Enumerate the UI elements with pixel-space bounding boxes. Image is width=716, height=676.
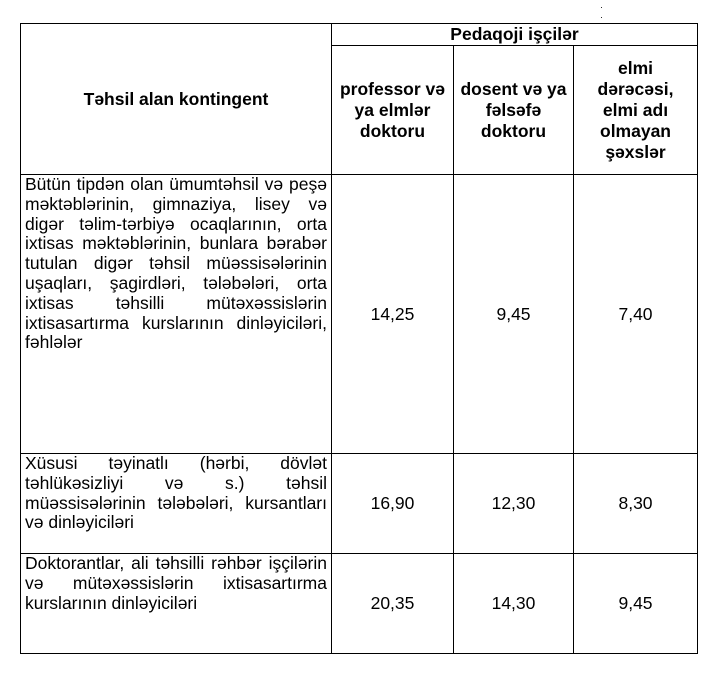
group-header-teaching-staff: Pedaqoji işçilər bbox=[332, 24, 698, 46]
cell-no-degree-rate: 8,30 bbox=[574, 454, 698, 554]
cell-docent-rate: 9,45 bbox=[454, 175, 574, 454]
column-header-professor: professor və ya elmlər doktoru bbox=[332, 46, 454, 175]
column-header-docent: dosent və ya fəlsəfə doktoru bbox=[454, 46, 574, 175]
cell-no-degree-rate: 7,40 bbox=[574, 175, 698, 454]
table-row bbox=[21, 454, 698, 554]
column-header-no-degree: elmi dərəcəsi, elmi adı olmayan şəxslər bbox=[574, 46, 698, 175]
cell-professor-rate: 20,35 bbox=[332, 554, 454, 654]
corner-mark: · · bbox=[600, 2, 663, 22]
row-description: Bütün tipdən olan ümumtəhsil və peşə məktəblərinin, gimnaziya, lisey və digər təlim-tərbiyə ocaqlarının, orta ixtisas məktəblərinin, bunlara bərabər tutulan digər təhsil müəssisələrinin uşaqları, şagirdləri, tələbələri, orta ixtisas təhsilli mütəxəssislərin ixtisasartırma kurslarının dinləyiciləri, fəhlələr bbox=[21, 175, 332, 454]
rates-table bbox=[20, 23, 698, 654]
table-row bbox=[21, 554, 698, 654]
cell-professor-rate: 14,25 bbox=[332, 175, 454, 454]
cell-no-degree-rate: 9,45 bbox=[574, 554, 698, 654]
header-row-group bbox=[21, 24, 698, 46]
table-row bbox=[21, 175, 698, 454]
row-header-contingent: Təhsil alan kontingent bbox=[21, 24, 332, 175]
row-description: Xüsusi təyinatlı (hərbi, dövlət təhlükəsizliyi və s.) təhsil müəssisələrinin tələbələri, kursantları və dinləyiciləri bbox=[21, 454, 332, 554]
cell-docent-rate: 14,30 bbox=[454, 554, 574, 654]
cell-docent-rate: 12,30 bbox=[454, 454, 574, 554]
cell-professor-rate: 16,90 bbox=[332, 454, 454, 554]
row-description: Doktorantlar, ali təhsilli rəhbər işçilərin və mütəxəssislərin ixtisasartırma kurslarının dinləyiciləri bbox=[21, 554, 332, 654]
